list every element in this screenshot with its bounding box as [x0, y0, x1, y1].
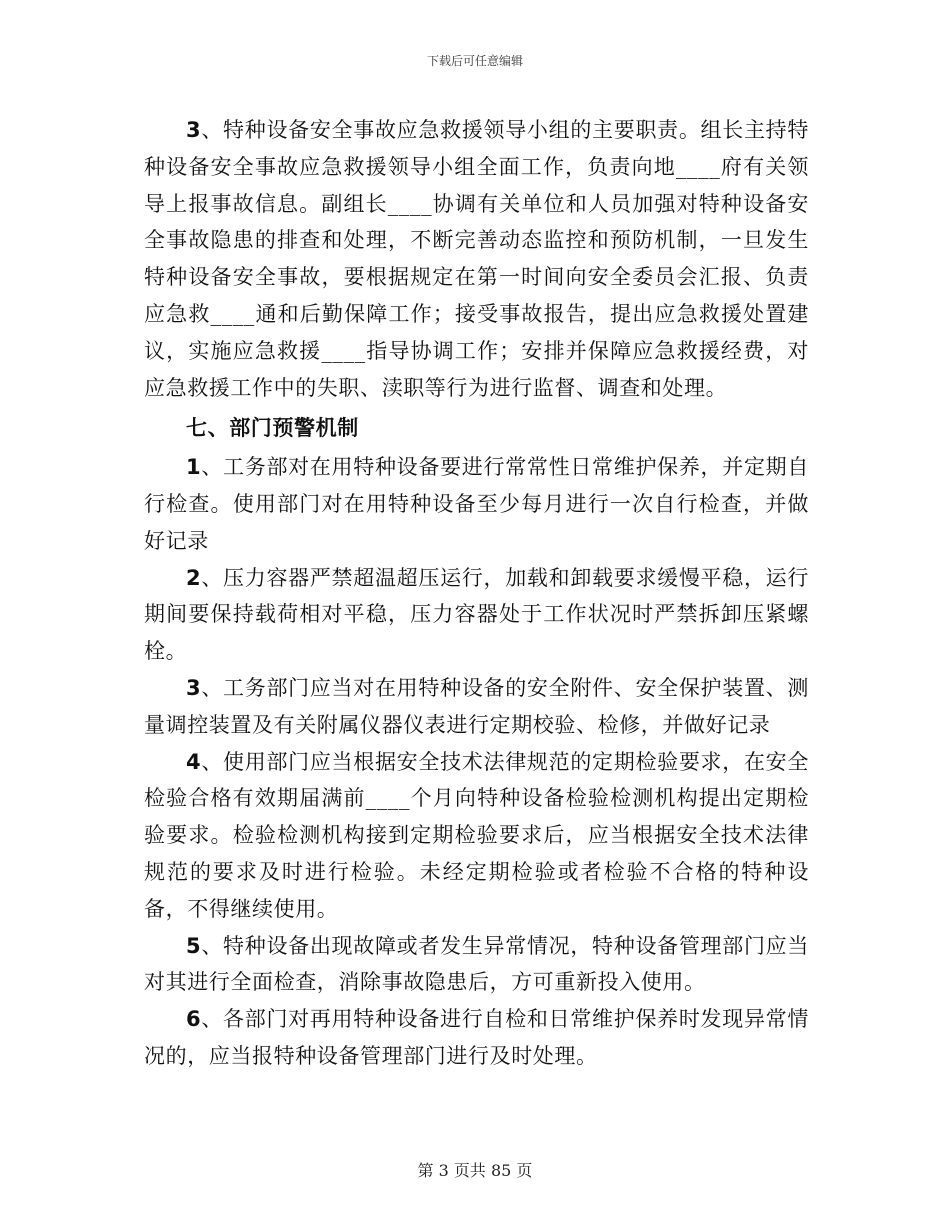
- item-number: 5: [186, 933, 202, 958]
- item-number: 3: [186, 675, 202, 700]
- page-number-footer: 第 3 页共 85 页: [417, 1161, 533, 1180]
- paragraph-periodic-inspection: [144, 744, 809, 928]
- item-number: 4: [186, 749, 202, 774]
- section-heading: 七、部门预警机制: [186, 415, 359, 441]
- paragraph-calibration: [144, 670, 809, 744]
- paragraph-text: 、工务部门应当对在用特种设备的安全附件、安全保护装置、测量调控装置及有关附属仪器仪表进行定期校验、检修，并做好记录: [144, 675, 809, 737]
- item-number: 2: [186, 565, 202, 590]
- paragraph-pressure-vessel: [144, 560, 809, 670]
- paragraph-maintenance: [144, 449, 809, 559]
- document-body: [144, 112, 809, 1075]
- paragraph-fault-handling: [144, 928, 809, 1002]
- paragraph-text: 、各部门对再用特种设备进行自检和日常维护保养时发现异常情况的，应当报特种设备管理部门进行及时处理。: [144, 1007, 809, 1068]
- item-number: 3: [186, 118, 202, 142]
- paragraph-text: 、工务部对在用特种设备要进行常常性日常维护保养，并定期自行检查。使用部门对在用特种设备至少每月进行一次自行检查，并做好记录: [144, 455, 809, 553]
- paragraph-text: 、特种设备安全事故应急救援领导小组的主要职责。组长主持特种设备安全事故应急救援领导小组全面工作，负责向地____府有关领导上报事故信息。副组长____协调有关单位和人员加强对特种设备安全事故隐患的排查和处理，不断完善动态监控和预防机制，一旦发生特种设备安全事故，要根据规定在第一时间向安全委员会汇报、负责应急救____通和后勤保障工作；接受事故报告，提出应急救援处置建议，实施应急救援____指导协调工作；安排并保障应急救援经费，对应急救援工作中的失职、渎职等行为进行监督、调查和处理。: [144, 118, 809, 400]
- paragraph-anomaly-report: [144, 1001, 809, 1075]
- paragraph-text: 、压力容器严禁超温超压运行，加载和卸载要求缓慢平稳，运行期间要保持载荷相对平稳，压力容器处于工作状况时严禁拆卸压紧螺栓。: [144, 565, 809, 664]
- item-number: 6: [186, 1007, 202, 1032]
- paragraph-leader-duties: [144, 112, 809, 406]
- item-number: 1: [186, 455, 202, 480]
- paragraph-text: 、使用部门应当根据安全技术法律规范的定期检验要求，在安全检验合格有效期届满前____个月向特种设备检验检测机构提出定期检验要求。检验检测机构接到定期检验要求后，应当根据安全技术法律规范的要求及时进行检验。未经定期检验或者检验不合格的特种设备，不得继续使用。: [144, 749, 809, 921]
- page-header: 下载后可任意编辑: [426, 54, 523, 68]
- paragraph-text: 、特种设备出现故障或者发生异常情况，特种设备管理部门应当对其进行全面检查，消除事故隐患后，方可重新投入使用。: [144, 933, 809, 995]
